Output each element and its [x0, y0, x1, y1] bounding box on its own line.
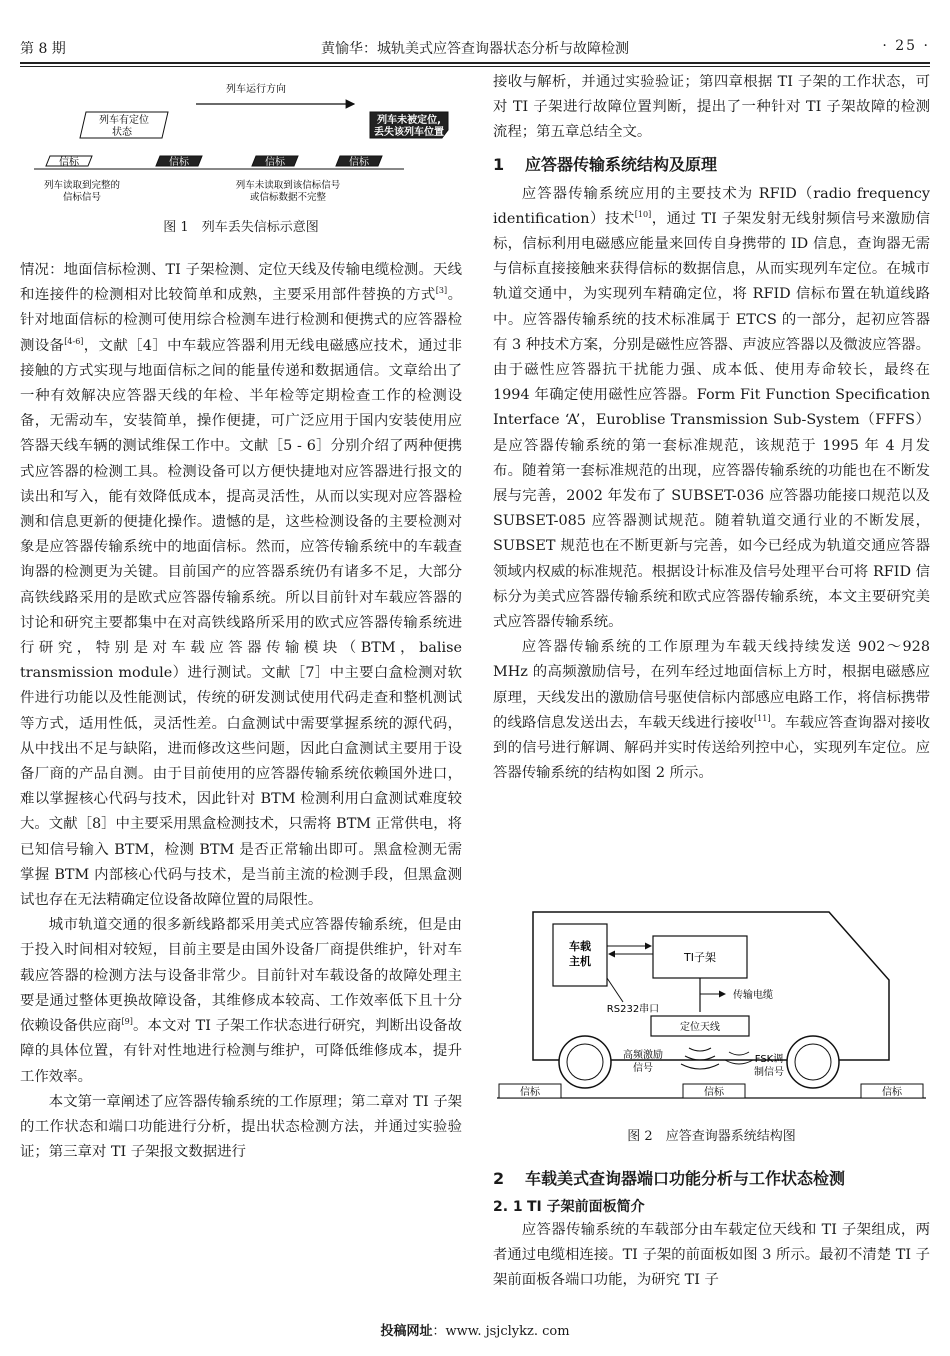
right-paragraph-0: 接收与解析，并通过实验验证；第四章根据 TI 子架的工作状态，可对 TI 子架进行故障位置判断，提出了一种针对 TI 子架故障的检测流程；第五章总结全文。 [493, 74, 930, 141]
beacon-a-label: 信标 [520, 1087, 540, 1098]
left-column [20, 258, 462, 1165]
note-mid-line2: 或信标数据不完整 [249, 192, 327, 203]
figure-2 [493, 900, 930, 1150]
left-paragraph-1: 情况：地面信标检测、TI 子架检测、定位天线及传输电缆检测。天线和连接件的检测相对比较简单和成熟，主要采用部件替换的方式[3]。针对地面信标的检测可使用综合检测车进行检测和便携式的应答器检测设备[4-6]，文献［4］中车载应答器利用无线电磁感应技术，通过非接触的方式实现与地面信标之间的能量传递和数据通信。文章给出了一种有效解决应答器天线的年检、半年检等定期检查工作的检测设备，无需动车，安装简单，操作便捷，可广泛应用于国内安装使用应答器天线车辆的测试维保工作中。文献［5 - 6］分别介绍了两种便携式应答器的检测工具。检测设备可以方便快捷地对应答器进行报文的读出和写入，能有效降低成本，提高灵活性，从而以实现对应答器检测和信息更新的便捷化操作。遗憾的是，这些检测设备的主要检测对象是应答器传输系统中的地面信标。然而，应答传输系统中的车载查询器的检测更为关键。目前国产的应答器系统仍有诸多不足，大部分高铁线路采用的是欧式应答器传输系统。所以目前针对车载应答器的讨论和研究主要都集中在对高铁线路所采用的欧式应答器传输系统进行研究，特别是对车载应答器传输模块（BTM，balise transmission module）进行测试。文献［7］中主要白盒检测对软件进行功能以及性能测试，传统的研发测试使用代码走查和整机测试等方式，适用性低，灵活性差。白盒测试中需要掌握系统的源代码，从中找出不足与缺陷，进而修改这些问题，因此白盒测试主要用于设备厂商的产品自测。由于目前使用的应答器传输系统依赖国外进口，难以掌握核心代码与技术，因此针对 BTM 检测利用白盒测试难度较大。文献［8］中主要采用黑盒检测技术，只需将 BTM 正常供电，将已知信号输入 BTM，检测 BTM 是否正常输出即可。黑盒检测无需掌握 BTM 内部核心代码与技术，是当前主流的检测手段，但黑盒测试也存在无法精确定位设备故障位置的局限性。 [20, 262, 462, 909]
right-column-bottom [493, 1160, 930, 1294]
beacon-b-label: 信标 [704, 1087, 724, 1098]
host-line2: 主机 [569, 955, 591, 968]
beacon-2-label: 信标 [169, 157, 189, 168]
subsection-2-1-heading: 2. 1 TI 子架前面板简介 [493, 1199, 645, 1215]
rs232-line [607, 978, 623, 1002]
ti-label: TI子架 [684, 951, 716, 964]
rs232-label: RS232串口 [606, 1004, 660, 1015]
hf-line1: 高频激励 [623, 1050, 663, 1061]
running-header [20, 38, 930, 60]
note-left-line1: 列车读取到完整的 [43, 180, 121, 191]
beacon-c-label: 信标 [882, 1087, 902, 1098]
section-2-heading: 2 车载美式查询器端口功能分析与工作状态检测 [493, 1169, 846, 1188]
wave-4 [729, 1052, 749, 1055]
footer-label: 投稿网址 [380, 1324, 433, 1339]
issue-number: 第 8 期 [20, 41, 66, 57]
footer-url: ：www. jsjclykz. com [432, 1324, 570, 1339]
hf-line2: 信号 [633, 1063, 653, 1074]
fsk-line2: 制信号 [754, 1067, 784, 1078]
wave-3 [681, 1064, 719, 1069]
box-lost-line2: 丢失该列车位置 [374, 127, 444, 138]
figure-1-diagram [20, 70, 462, 210]
note-mid-line1: 列车未读取到该信标信号 [235, 180, 341, 191]
figure-1 [20, 70, 462, 240]
fsk-line1: FSK调 [754, 1054, 784, 1065]
beacon-1-label: 信标 [59, 157, 79, 168]
box-lost-line1: 列车未被定位, [377, 115, 441, 126]
cable-label: 传输电缆 [733, 990, 773, 1001]
beacon-4-label: 信标 [349, 157, 369, 168]
running-title: 黄愉华：城轨美式应答查询器状态分析与故障检测 [321, 41, 629, 57]
box-located-line1: 列车有定位 [99, 115, 149, 126]
section-1-heading: 1 应答器传输系统结构及原理 [493, 154, 718, 174]
page-footer [0, 1320, 950, 1339]
host-line1: 车载 [569, 940, 591, 953]
antenna-label: 定位天线 [680, 1022, 720, 1033]
right-paragraph-1: 应答器传输系统应用的主要技术为 RFID（radio frequency identification）技术[10]，通过 TI 子架发射无线射频信号来激励信标，信标利用电磁感应能量来回传自身携带的 ID 信息，查询器无需与信标直接接触来获得信标的数据信息，从而实现列车定位。在城市轨道交通中，为实现列车精确定位，将 RFID 信标布置在轨道线路中。应答器传输系统的技术标准属于 ETCS 的一部分，起初应答器有 3 种技术方案，分别是磁性应答器、声波应答器以及微波应答器。由于磁性应答器抗干扰能力强、成本低、使用寿命较长，最终在 1994 年确定使用磁性应答器。Form Fit Function Specification Interface ‘A’，Euroblise Transmission Sub-System（FFFS）是应答器传输系统的第一套标准规范，该规范于 1995 年 4 月发布。随着第一套标准规范的出现，应答器传输系统的功能也在不断发展与完善，2002 年发布了 SUBSET-036 应答器功能接口规范以及 SUBSET-085 应答器测试规范。随着轨道交通行业的不断发展，SUBSET 规范也在不断更新与完善，如今已经成为轨道交通应答器领域内权威的标准规范。根据设计标准及信号处理平台可将 RFID 信标分为美式应答器传输系统和欧式应答器传输系统，本文主要研究美式应答器传输系统。 [493, 185, 930, 631]
note-left-line2: 信标信号 [62, 192, 102, 203]
figure-1-caption: 图 1 列车丢失信标示意图 [163, 220, 319, 235]
wave-1 [689, 1048, 711, 1051]
page-number: · 25 · [882, 38, 930, 54]
header-rule-thin [20, 66, 930, 67]
direction-label: 列车运行方向 [226, 84, 286, 95]
left-paragraph-2: 城市轨道交通的很多新线路都采用美式应答器传输系统，但是由于投入时间相对较短，目前主要是由国外设备厂商提供维护，针对车载应答器的检测方法与设备非常少。目前针对车载设备的故障处理主要是通过整体更换故障设备，其维修成本较高、工作效率低下且十分依赖设备供应商[9]。本文对 TI 子架工作状态进行研究，判断出设备故障的具体位置，有针对性地进行检测与维护，可降低维修成本，提升工作效率。 [20, 917, 462, 1085]
right-paragraph-3: 应答器传输系统的车载部分由车载定位天线和 TI 子架组成，两者通过电缆相连接。TI 子架的前面板如图 3 所示。最初不清楚 TI 子架前面板各端口功能，为研究 TI 子 [493, 1222, 930, 1289]
figure-2-diagram [493, 900, 930, 1120]
figure-2-caption: 图 2 应答查询器系统结构图 [627, 1129, 796, 1144]
right-paragraph-2: 应答器传输系统的工作原理为车载天线持续发送 902～928 MHz 的高频激励信号，在列车经过地面信标上方时，根据电磁感应原理，天线发出的激励信号驱使信标内部感应电路工作，将信标携带的线路信息发送出去，车载天线进行接收[11]。车载应答查询器对接收到的信号进行解调、解码并实时传送给列控中心，实现列车定位。应答器传输系统的结构如图 2 所示。 [493, 639, 930, 782]
beacon-3-label: 信标 [265, 157, 285, 168]
header-rule-thick [20, 62, 930, 64]
right-column [493, 70, 930, 786]
box-located-line2: 状态 [112, 127, 132, 138]
left-paragraph-3: 本文第一章阐述了应答器传输系统的工作原理；第二章对 TI 子架的工作状态和端口功能进行分析，提出状态检测方法，并通过实验验证；第三章对 TI 子架报文数据进行 [20, 1093, 462, 1161]
